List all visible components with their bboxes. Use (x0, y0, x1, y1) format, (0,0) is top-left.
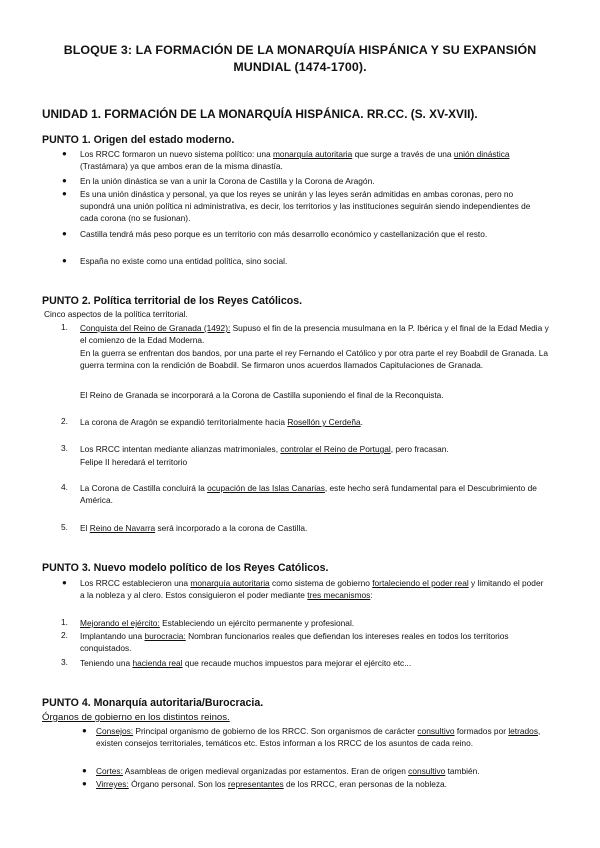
bullet-marker: ● (62, 256, 67, 265)
p2-item-1: Conquista del Reino de Granada (1492): Supuso el fin de la presencia musulmana en la P. Ibérica y el final de la Edad Media y el comienzo de la Edad Moderna. (80, 323, 549, 345)
bullet-marker: ● (62, 189, 67, 198)
p2-item-3: Los RRCC intentan mediante alianzas matrimoniales, controlar el Reino de Portugal, pero fracasan. (80, 444, 449, 454)
list-number: 1. (61, 322, 68, 332)
punto-2-intro: Cinco aspectos de la política territorial. (44, 309, 188, 319)
list-number: 4. (61, 482, 68, 492)
punto-1-heading: PUNTO 1. Origen del estado moderno. (42, 134, 235, 146)
document-title: BLOQUE 3: LA FORMACIÓN DE LA MONARQUÍA HISPÁNICA Y SU EXPANSIÓN MUNDIAL (1474-1700). (63, 43, 537, 74)
p3-item-2: Implantando una burocracia: Nombran funcionarios reales que defiendan los intereses reales en todos los territorios conquistados. (80, 631, 509, 653)
list-number: 3. (61, 443, 68, 453)
p3-item-3: Teniendo una hacienda real que recaude muchos impuestos para mejorar el ejército etc... (80, 658, 412, 668)
bullet-marker: ● (62, 229, 67, 238)
punto-2-heading: PUNTO 2. Política territorial de los Reyes Católicos. (42, 295, 303, 307)
list-number: 2. (61, 630, 68, 640)
bullet-marker: ● (62, 578, 67, 587)
list-number: 3. (61, 657, 68, 667)
bullet-marker: ● (82, 766, 87, 775)
p1-bullet-3: Es una unión dinástica y personal, ya que los reyes se unirán y las leyes serán admitidas en ambas coronas, pero no supondrá una unión política ni administrativa, es decir, los territorios y las instituciones seguirán siendo independientes de cada corona (no se fusionan). (80, 189, 531, 223)
p2-item-5: El Reino de Navarra será incorporado a la corona de Castilla. (80, 523, 308, 533)
p1-bullet-4: Castilla tendrá más peso porque es un territorio con más desarrollo económico y castellanización que el resto. (80, 229, 488, 239)
p1-bullet-5: España no existe como una entidad política, sino social. (80, 256, 288, 266)
bullet-marker: ● (82, 779, 87, 788)
p1-bullet-1: Los RRCC formaron un nuevo sistema político: una monarquía autoritaria que surge a través de una unión dinástica (Trastámara) ya que ambos eran de la misma dinastía. (80, 149, 510, 171)
bullet-marker: ● (62, 176, 67, 185)
list-number: 2. (61, 416, 68, 426)
list-number: 1. (61, 617, 68, 627)
p2-item-4: La Corona de Castilla concluirá la ocupación de las Islas Canarias, este hecho será fundamental para el Descubrimiento de América. (80, 483, 537, 505)
punto-4-subheading: Órganos de gobierno en los distintos reinos. (42, 712, 230, 723)
p3-item-1: Mejorando el ejército: Estableciendo un ejército permanente y profesional. (80, 618, 355, 628)
bullet-marker: ● (62, 149, 67, 158)
p4-bullet-consejos: Consejos: Principal organismo de gobierno de los RRCC. Son organismos de carácter consultivo formados por letrados, existen consejos territoriales, temáticos etc. Estos informan a los RRCC de los asuntos de cada reino. (96, 726, 541, 748)
list-number: 5. (61, 522, 68, 532)
unit-heading: UNIDAD 1. FORMACIÓN DE LA MONARQUÍA HISPÁNICA. RR.CC. (S. XV-XVII). (42, 107, 478, 121)
p2-item-2: La corona de Aragón se expandió territorialmente hacia Rosellón y Cerdeña. (80, 417, 363, 427)
p4-bullet-virreyes: Virreyes: Órgano personal. Son los representantes de los RRCC, eran personas de la nobleza. (96, 779, 447, 789)
punto-4-heading: PUNTO 4. Monarquía autoritaria/Burocracia. (42, 697, 264, 709)
punto-3-heading: PUNTO 3. Nuevo modelo político de los Reyes Católicos. (42, 562, 329, 574)
p1-bullet-2: En la unión dinástica se van a unir la Corona de Castilla y la Corona de Aragón. (80, 176, 375, 186)
p2-item-3-line-2: Felipe II heredará el territorio (80, 457, 188, 467)
bullet-marker: ● (82, 726, 87, 735)
p2-item-1-paragraph-2: En la guerra se enfrentan dos bandos, por una parte el rey Fernando el Católico y por otra parte el rey Boabdil de Granada. La guerra termina con la rendición de Boabdil. Se firmaron unos acuerdos llamados Capitulaciones de Granada. (80, 348, 549, 370)
p4-bullet-cortes: Cortes: Asambleas de origen medieval organizadas por estamentos. Eran de origen consultivo también. (96, 766, 480, 776)
p3-bullet-1: Los RRCC establecieron una monarquía autoritaria como sistema de gobierno fortaleciendo el poder real y limitando el poder a la nobleza y al clero. Estos consiguieron el poder mediante tres mecanismos: (80, 578, 544, 600)
p2-item-1-paragraph-3: El Reino de Granada se incorporará a la Corona de Castilla suponiendo el final de la Reconquista. (80, 390, 444, 400)
